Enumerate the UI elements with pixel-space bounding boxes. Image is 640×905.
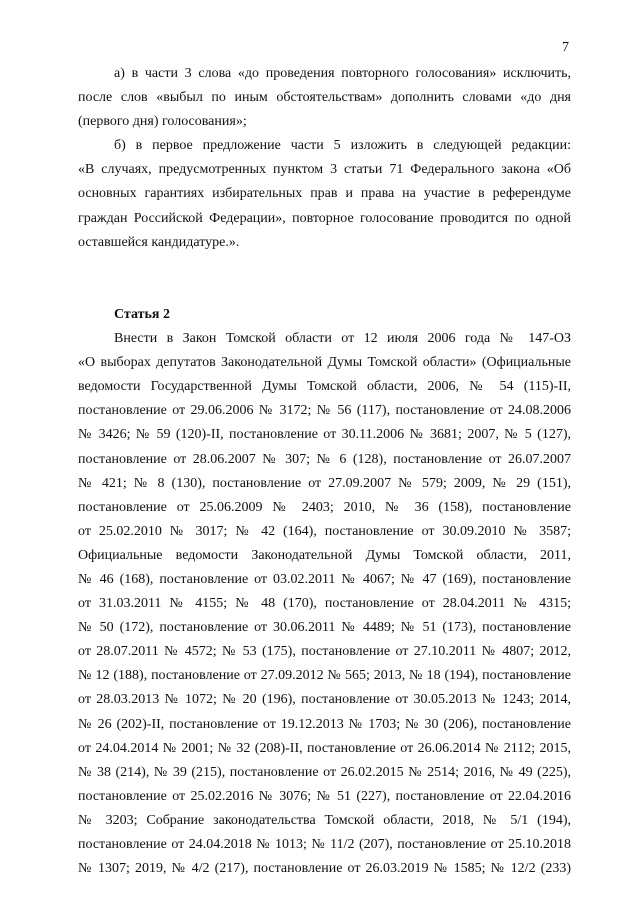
text-line: № 12 (188), постановление от 27.09.2012 № 565; 2013, № 18 (194), постановление (78, 668, 571, 684)
document-body (78, 62, 571, 881)
text-line: от 31.03.2011 № 4155; № 48 (170), постановление от 28.04.2011 № 4315; (78, 596, 571, 612)
article-heading: Статья 2 (114, 306, 170, 322)
text-line: Внести в Закон Томской области от 12 июля 2006 года № 147-ОЗ (114, 331, 571, 347)
text-line: постановление от 24.04.2018 № 1013; № 11/2 (207), постановление от 25.10.2018 (78, 837, 571, 852)
text-line: № 3426; № 59 (120)-II, постановление от 30.11.2006 № 3681; 2007, № 5 (127), (78, 427, 571, 443)
text-line: ведомости Государственной Думы Томской области, 2006, № 54 (115)-II, (78, 379, 571, 395)
text-line: постановление от 29.06.2006 № 3172; № 56 (117), постановление от 24.08.2006 (78, 403, 571, 419)
text-line: № 38 (214), № 39 (215), постановление от 26.02.2015 № 2514; 2016, № 49 (225), (78, 764, 571, 780)
text-line: оставшейся кандидатуре.». (78, 234, 240, 250)
text-line: от 28.03.2013 № 1072; № 20 (196), постановление от 30.05.2013 № 1243; 2014, (78, 692, 571, 708)
text-line: а) в части 3 слова «до проведения повторного голосования» исключить, (114, 66, 571, 81)
paragraph-part-b (78, 134, 571, 254)
text-line: основных гарантиях избирательных прав и права на участие в референдуме (78, 186, 571, 202)
text-line: от 25.02.2010 № 3017; № 42 (164), постановление от 30.09.2010 № 3587; (78, 523, 571, 539)
text-line: № 46 (168), постановление от 03.02.2011 № 4067; № 47 (169), постановление (78, 571, 571, 587)
blank-line (78, 279, 571, 303)
page-number: 7 (562, 40, 569, 55)
paragraph-article-2 (78, 327, 571, 881)
text-line: № 1307; 2019, № 4/2 (217), постановление от 26.03.2019 № 1585; № 12/2 (233) (78, 861, 571, 877)
blank-line (78, 255, 571, 279)
text-line: постановление от 25.02.2016 № 3076; № 51 (227), постановление от 22.04.2016 (78, 788, 571, 804)
text-line: постановление от 28.06.2007 № 307; № 6 (128), постановление от 26.07.2007 (78, 451, 571, 467)
text-line: Официальные ведомости Законодательной Думы Томской области, 2011, (78, 547, 571, 563)
text-line: «В случаях, предусмотренных пунктом 3 статьи 71 Федерального закона «Об (78, 162, 571, 178)
text-line: граждан Российской Федерации», повторное голосование проводится по одной (78, 210, 571, 226)
text-line: № 3203; Собрание законодательства Томской области, 2018, № 5/1 (194), (78, 812, 571, 828)
text-line: № 421; № 8 (130), постановление от 27.09.2007 № 579; 2009, № 29 (151), (78, 475, 571, 491)
paragraph-part-a (78, 62, 571, 134)
text-line: № 26 (202)-II, постановление от 19.12.2013 № 1703; № 30 (206), постановление (78, 716, 571, 732)
text-line: от 28.07.2011 № 4572; № 53 (175), постановление от 27.10.2011 № 4807; 2012, (78, 644, 571, 660)
text-line: «О выборах депутатов Законодательной Думы Томской области» (Официальные (78, 355, 571, 371)
text-line: после слов «выбыл по иным обстоятельствам» дополнить словами «до дня (78, 90, 571, 106)
text-line: от 24.04.2014 № 2001; № 32 (208)-II, постановление от 26.06.2014 № 2112; 2015, (78, 740, 571, 756)
text-line: № 50 (172), постановление от 30.06.2011 № 4489; № 51 (173), постановление (78, 620, 571, 636)
text-line: б) в первое предложение части 5 изложить в следующей редакции: (114, 138, 571, 154)
text-line: (первого дня) голосования»; (78, 114, 247, 130)
text-line: постановление от 25.06.2009 № 2403; 2010, № 36 (158), постановление (78, 499, 571, 515)
